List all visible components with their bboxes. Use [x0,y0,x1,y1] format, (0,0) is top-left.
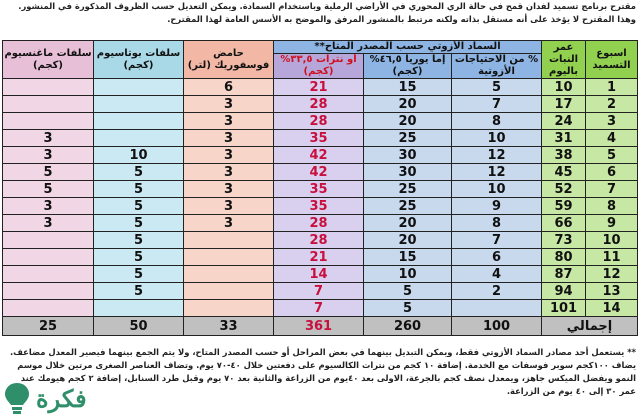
cell-nitrate: 35 [274,181,364,198]
cell-pct: 9 [452,198,542,215]
table-row [3,215,638,232]
cell-phos: 3 [184,198,274,215]
table-row [3,130,638,147]
cell-potassium: 5 [94,181,184,198]
cell-pct: 6 [452,249,542,266]
cell-magnesium: 3 [3,147,94,164]
cell-potassium [94,300,184,317]
cell-week: 5 [586,147,638,164]
cell-pct: 12 [452,147,542,164]
cell-pct: 2 [452,283,542,300]
cell-pct: 7 [452,232,542,249]
cell-phos: 3 [184,164,274,181]
header-nitrogen-group: السماد الأزوتي حسب المصدر المتاح** [274,41,542,54]
table-row [3,249,638,266]
cell-nitrate: 21 [274,249,364,266]
cell-magnesium: 3 [3,198,94,215]
cell-week: 12 [586,266,638,283]
table-row [3,96,638,113]
cell-week: 8 [586,198,638,215]
cell-nitrate: 28 [274,232,364,249]
table-row [3,147,638,164]
cell-urea: 20 [364,232,452,249]
cell-magnesium [3,79,94,96]
cell-potassium: 10 [94,147,184,164]
total-urea: 260 [364,317,452,336]
cell-magnesium [3,300,94,317]
cell-week: 1 [586,79,638,96]
cell-nitrate: 28 [274,215,364,232]
header-urea: إما يوريا ٤٦,٥% (كجم) [364,54,452,79]
logo-wordmark: فكرة [36,383,87,413]
table-row [3,181,638,198]
cell-magnesium [3,113,94,130]
cell-phos [184,300,274,317]
total-nitrate: 361 [274,317,364,336]
cell-urea: 25 [364,181,452,198]
header-week: اسبوع التسميد [586,41,638,79]
intro-paragraph: مقترح برنامج تسميد لفدان قمح في حالة الري المحوري في الأراضي الرملية وباستخدام السمادة. ويمكن التعديل حسب الظروف المذكورة في المنشور. وهذا المقترح لا يؤخذ على أنه مستقل بذاته ولكنه مرتبط بالمنشور المرفق والموضح به الأسس العامة لهذا المقترح. [18,1,636,24]
cell-pct: 10 [452,130,542,147]
cell-age: 38 [542,147,586,164]
cell-nitrate: 35 [274,130,364,147]
total-pct: 100 [452,317,542,336]
cell-potassium: 5 [94,198,184,215]
cell-magnesium: 5 [3,164,94,181]
table-row [3,79,638,96]
cell-age: 59 [542,198,586,215]
cell-week: 13 [586,283,638,300]
table-row [3,283,638,300]
cell-age: 10 [542,79,586,96]
fertilization-schedule-table [2,40,638,336]
cell-magnesium: 3 [3,130,94,147]
cell-week: 3 [586,113,638,130]
table-row [3,232,638,249]
site-logo [2,378,122,418]
cell-age: 24 [542,113,586,130]
cell-potassium: 5 [94,215,184,232]
cell-age: 17 [542,96,586,113]
cell-week: 10 [586,232,638,249]
lightbulb-icon [2,381,32,415]
table-row [3,198,638,215]
cell-age: 31 [542,130,586,147]
cell-week: 4 [586,130,638,147]
cell-age: 80 [542,249,586,266]
cell-nitrate: 28 [274,113,364,130]
cell-nitrate: 35 [274,198,364,215]
cell-nitrate: 42 [274,164,364,181]
cell-potassium: 5 [94,164,184,181]
cell-magnesium [3,283,94,300]
cell-urea: 15 [364,79,452,96]
cell-potassium: 5 [94,283,184,300]
cell-nitrate: 42 [274,147,364,164]
cell-age: 94 [542,283,586,300]
cell-magnesium [3,266,94,283]
cell-urea: 5 [364,283,452,300]
cell-age: 87 [542,266,586,283]
cell-pct: 4 [452,266,542,283]
cell-nitrate: 21 [274,79,364,96]
cell-week: 6 [586,164,638,181]
cell-urea: 25 [364,130,452,147]
header-age: عمر النبات باليوم [542,41,586,79]
header-potassium-sulfate: سلفات بوتاسيوم (كجم) [94,41,184,79]
cell-nitrate: 7 [274,300,364,317]
cell-phos: 3 [184,113,274,130]
cell-pct [452,300,542,317]
cell-pct: 12 [452,164,542,181]
cell-potassium: 5 [94,249,184,266]
cell-potassium [94,113,184,130]
cell-age: 52 [542,181,586,198]
cell-potassium [94,79,184,96]
cell-phos: 3 [184,130,274,147]
cell-week: 2 [586,96,638,113]
note-1: ** يستعمل أحد مصادر السماد الأزوتي فقط، ويمكن التبديل بينهما في بعض المراحل أو حسب المصدر المتاح، ولا يتم الجمع بينهما فيصير المعدل مضاعف. [10,347,636,357]
cell-phos [184,249,274,266]
cell-urea: 20 [364,215,452,232]
total-phos: 33 [184,317,274,336]
table-row [3,164,638,181]
totals-label: إجمالي [542,317,638,336]
cell-pct: 8 [452,215,542,232]
cell-phos: 3 [184,215,274,232]
cell-pct: 5 [452,79,542,96]
cell-urea: 20 [364,113,452,130]
cell-phos [184,283,274,300]
cell-nitrate: 14 [274,266,364,283]
table-row [3,113,638,130]
cell-phos: 3 [184,96,274,113]
header-row-top [3,41,638,54]
cell-urea: 30 [364,147,452,164]
cell-magnesium: 5 [3,181,94,198]
cell-nitrate: 28 [274,96,364,113]
cell-age: 66 [542,215,586,232]
cell-potassium: 5 [94,232,184,249]
cell-pct: 10 [452,181,542,198]
cell-potassium [94,96,184,113]
cell-magnesium: 3 [3,215,94,232]
cell-magnesium [3,232,94,249]
cell-urea: 25 [364,198,452,215]
cell-phos: 3 [184,181,274,198]
cell-week: 11 [586,249,638,266]
header-magnesium-sulfate: سلفات ماغنسيوم (كجم) [3,41,94,79]
cell-urea: 5 [364,300,452,317]
cell-urea: 20 [364,96,452,113]
header-phosphoric-acid: حامض فوسفوريك (لتر) [184,41,274,79]
cell-week: 14 [586,300,638,317]
cell-potassium [94,130,184,147]
cell-phos [184,266,274,283]
note-2: يضاف ١٠٠كجم سوبر فوسفات مع الخدمة. إضافة ١٠ كجم من نترات الكالسيوم على دفعتين خلال ٤٠-٧٠ يوم. وتضاف العناصر الصغرى مرتين خلال موسم النمو ويفضل الميكس جاهز، ويمعدل نصف كجم بالجرعة، الاولى بعد ٤٠يوم من الزراعة والثانية بعد ٧٠ يوم وقبل طرد السنابل، إضافة ٢ كجم هيومك عند عمر ٣٠ إلى ٤٠ يوم من الزراعة. [17,360,636,396]
header-nitrate: أو نترات ٣٣,٥% (كجم) [274,54,364,79]
cell-age: 101 [542,300,586,317]
cell-week: 9 [586,215,638,232]
cell-potassium: 5 [94,266,184,283]
cell-urea: 15 [364,249,452,266]
cell-pct: 8 [452,113,542,130]
cell-phos: 6 [184,79,274,96]
header-pct-need: % من الاحتياجات الأزوتية [452,54,542,79]
cell-urea: 10 [364,266,452,283]
table-row [3,266,638,283]
total-potassium: 50 [94,317,184,336]
cell-week: 7 [586,181,638,198]
schedule-body [3,79,638,317]
cell-magnesium [3,249,94,266]
cell-age: 73 [542,232,586,249]
cell-urea: 30 [364,164,452,181]
cell-pct: 7 [452,96,542,113]
cell-nitrate: 7 [274,283,364,300]
cell-magnesium [3,96,94,113]
cell-phos: 3 [184,147,274,164]
total-magnesium: 25 [3,317,94,336]
totals-row [3,317,638,336]
cell-age: 45 [542,164,586,181]
cell-phos [184,232,274,249]
table-row [3,300,638,317]
